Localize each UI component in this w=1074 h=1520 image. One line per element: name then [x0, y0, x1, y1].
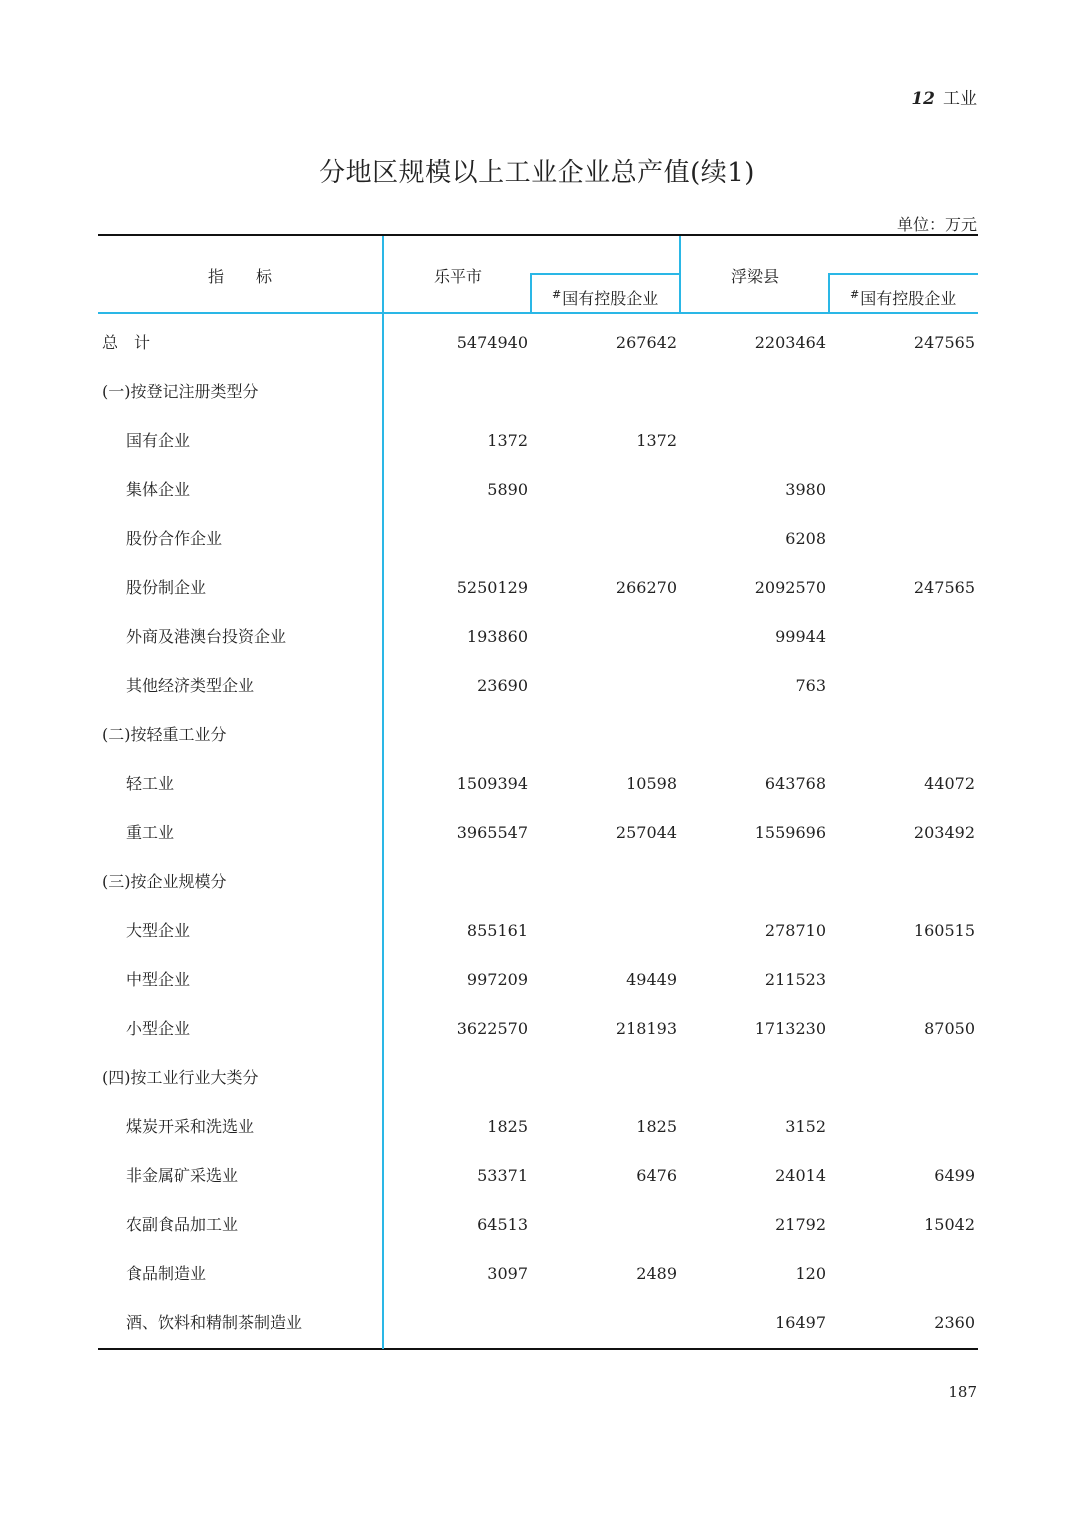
cell-leping: 23690 [477, 676, 528, 695]
subheader-state-owned-1: #国有控股企业 [552, 288, 659, 308]
table-row [98, 1004, 978, 1053]
row-label: 煤炭开采和洗选业 [126, 1117, 255, 1136]
row-label: 食品制造业 [126, 1264, 207, 1283]
row-label: 重工业 [126, 823, 175, 842]
table-row [98, 318, 978, 367]
cell-leping: 3622570 [456, 1019, 528, 1038]
region-header-leping: 乐平市 [434, 267, 483, 286]
cell-leping: 5474940 [456, 333, 528, 352]
region-divider [679, 236, 681, 314]
table-row [98, 710, 978, 759]
row-label: (三)按企业规模分 [102, 872, 227, 891]
cell-fuliang: 2092570 [754, 578, 826, 597]
cell-fuliang: 99944 [775, 627, 826, 646]
table-bottom-rule [98, 1348, 978, 1350]
cell-leping-state: 266270 [615, 578, 677, 597]
cell-fuliang: 24014 [775, 1166, 826, 1185]
cell-fuliang-state: 160515 [913, 921, 975, 940]
table-row [98, 514, 978, 563]
row-label: 非金属矿采选业 [126, 1166, 239, 1185]
cell-fuliang: 2203464 [754, 333, 826, 352]
cell-fuliang-state: 6499 [934, 1166, 975, 1185]
cell-fuliang: 3980 [785, 480, 826, 499]
table-row [98, 955, 978, 1004]
table-row [98, 563, 978, 612]
cell-leping: 1372 [487, 431, 528, 450]
table-row [98, 1151, 978, 1200]
table-row [98, 367, 978, 416]
cell-leping: 3965547 [456, 823, 528, 842]
cell-leping: 1825 [487, 1117, 528, 1136]
row-label: (四)按工业行业大类分 [102, 1068, 259, 1087]
row-label: 股份合作企业 [126, 529, 223, 548]
row-label: 国有企业 [126, 431, 191, 450]
cell-fuliang: 278710 [764, 921, 826, 940]
cell-fuliang: 643768 [764, 774, 826, 793]
table-row [98, 1298, 978, 1347]
subheader-divider-2 [828, 273, 830, 313]
cell-fuliang-state: 15042 [924, 1215, 975, 1234]
cell-leping-state: 10598 [626, 774, 677, 793]
row-label: 其他经济类型企业 [126, 676, 255, 695]
cell-fuliang-state: 247565 [913, 333, 975, 352]
chapter-number: 12 [911, 89, 935, 109]
cell-leping: 855161 [466, 921, 528, 940]
cell-leping: 193860 [466, 627, 528, 646]
table-row [98, 906, 978, 955]
table-row [98, 1200, 978, 1249]
unit-label: 单位：万元 [896, 215, 977, 234]
cell-leping: 5250129 [456, 578, 528, 597]
cell-leping-state: 6476 [636, 1166, 677, 1185]
cell-leping: 1509394 [456, 774, 528, 793]
cell-fuliang: 1713230 [754, 1019, 826, 1038]
cell-fuliang: 763 [795, 676, 826, 695]
cell-leping-state: 49449 [626, 970, 677, 989]
cell-fuliang-state: 44072 [924, 774, 975, 793]
table-row [98, 416, 978, 465]
cell-fuliang: 6208 [785, 529, 826, 548]
row-label: 农副食品加工业 [126, 1215, 239, 1234]
table-top-rule [98, 234, 978, 236]
page-title: 分地区规模以上工业企业总产值(续1) [319, 158, 755, 188]
cell-leping: 53371 [477, 1166, 528, 1185]
cell-fuliang-state: 203492 [913, 823, 975, 842]
page-number: 187 [948, 1383, 977, 1401]
cell-leping: 64513 [477, 1215, 528, 1234]
table-row [98, 612, 978, 661]
cell-leping: 997209 [466, 970, 528, 989]
row-label: (一)按登记注册类型分 [102, 382, 259, 401]
cell-fuliang: 21792 [775, 1215, 826, 1234]
cell-fuliang: 16497 [775, 1313, 826, 1332]
subheader-state-owned-2: #国有控股企业 [850, 288, 957, 308]
subheader-rule-1 [530, 273, 680, 275]
row-label: 总 计 [102, 333, 151, 352]
cell-fuliang-state: 2360 [934, 1313, 975, 1332]
table-row [98, 857, 978, 906]
row-label: 轻工业 [126, 774, 175, 793]
cell-fuliang: 120 [795, 1264, 826, 1283]
footnote-mark: # [850, 288, 860, 301]
table-row [98, 808, 978, 857]
row-label: 中型企业 [126, 970, 191, 989]
cell-leping: 3097 [487, 1264, 528, 1283]
table-row [98, 1249, 978, 1298]
row-label: 酒、饮料和精制茶制造业 [126, 1313, 303, 1332]
row-label: (二)按轻重工业分 [102, 725, 227, 744]
header-bottom-rule [98, 312, 978, 314]
chapter-name: 工业 [943, 89, 977, 109]
cell-leping-state: 218193 [615, 1019, 677, 1038]
subheader-divider-1 [530, 273, 532, 313]
cell-fuliang: 1559696 [754, 823, 826, 842]
table-row [98, 661, 978, 710]
table-row [98, 759, 978, 808]
cell-fuliang-state: 87050 [924, 1019, 975, 1038]
table-row [98, 1102, 978, 1151]
cell-leping-state: 2489 [636, 1264, 677, 1283]
cell-leping-state: 1372 [636, 431, 677, 450]
cell-leping-state: 267642 [615, 333, 677, 352]
chapter-tag [911, 84, 977, 109]
cell-fuliang: 211523 [764, 970, 826, 989]
table-row [98, 1053, 978, 1102]
row-label: 小型企业 [126, 1019, 191, 1038]
row-label: 外商及港澳台投资企业 [126, 627, 287, 646]
row-label: 集体企业 [126, 480, 191, 499]
cell-leping-state: 1825 [636, 1117, 677, 1136]
row-label: 大型企业 [126, 921, 191, 940]
cell-fuliang: 3152 [785, 1117, 826, 1136]
cell-leping-state: 257044 [615, 823, 677, 842]
cell-leping: 5890 [487, 480, 528, 499]
subheader-rule-2 [828, 273, 978, 275]
table-row [98, 465, 978, 514]
footnote-mark: # [552, 288, 562, 301]
cell-fuliang-state: 247565 [913, 578, 975, 597]
region-header-fuliang: 浮梁县 [731, 267, 780, 286]
row-label: 股份制企业 [126, 578, 207, 597]
indicator-header: 指 标 [207, 267, 272, 286]
